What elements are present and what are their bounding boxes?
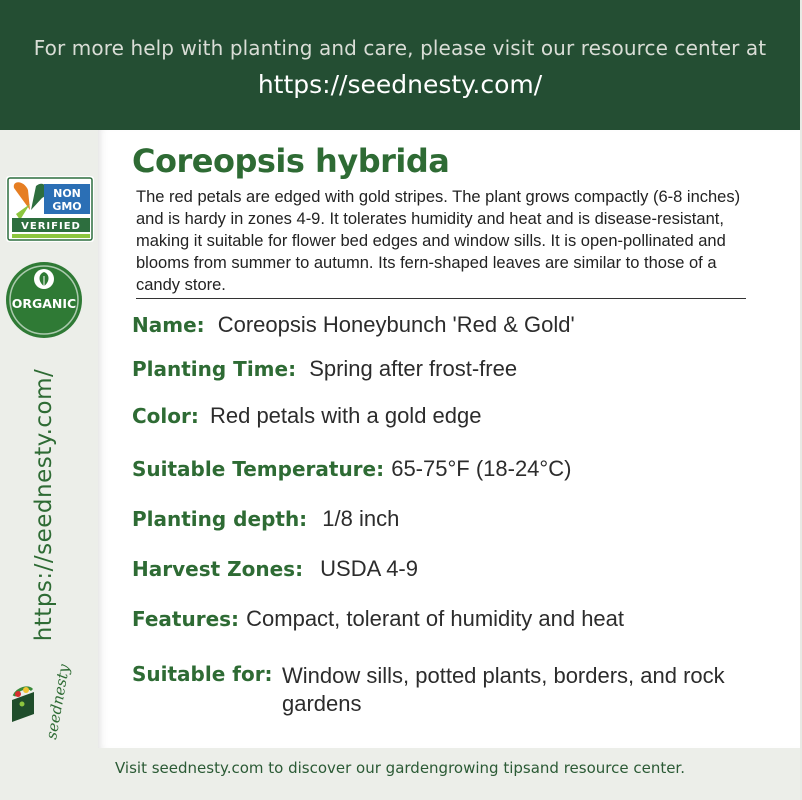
depth-value: 1/8 inch [322,506,400,531]
features-label: Features: [132,607,240,631]
banner-url-link[interactable]: https://seednesty.com/ [257,70,543,99]
organic-badge [4,260,84,340]
color-value: Red petals with a gold edge [209,403,482,428]
detail-row-planting-time [132,356,517,382]
zones-value: USDA 4-9 [320,556,418,581]
title-divider [136,298,746,299]
footer-text: Visit seednesty.com to discover our gardengrowing tipsand resource center. [115,759,685,777]
name-value: Coreopsis Honeybunch 'Red & Gold' [217,312,575,337]
zones-label: Harvest Zones: [132,557,304,581]
top-banner [0,0,800,130]
product-title: Coreopsis hybrida [132,142,450,180]
non-gmo-verified-icon [6,176,94,242]
detail-row-features [132,606,624,632]
footer [0,748,800,800]
detail-row-color [132,403,482,429]
suitable-for-label: Suitable for: [132,662,273,686]
non-gmo-line1: NON [53,187,81,200]
planting-time-value: Spring after frost-free [309,356,518,381]
detail-row-temperature [132,456,571,482]
features-value: Compact, tolerant of humidity and heat [246,606,625,631]
temperature-value: 65-75°F (18-24°C) [391,456,572,481]
non-gmo-line2: GMO [52,200,82,213]
banner-help-text: For more help with planting and care, please visit our resource center at [33,36,767,60]
suitable-for-value: Window sills, potted plants, borders, and rock gardens [282,663,725,716]
temperature-label: Suitable Temperature: [132,457,385,481]
non-gmo-line3: VERIFIED [21,221,81,232]
name-label: Name: [132,313,205,337]
seednesty-logo-icon [6,660,74,744]
product-description: The red petals are edged with gold stripes. The plant grows compactly (6-8 inches) and is hardy in zones 4-9. It tolerates humidity and heat and is disease-resistant, making it suitable for flower bed edges and window sills. It is open-pollinated and blooms from summer to autumn. Its fern-shaped leaves are similar to those of a candy store. [136,188,741,294]
organic-label: ORGANIC [11,296,77,311]
detail-row-name [132,312,575,338]
logo-wordmark: seednesty [42,662,74,741]
planting-time-label: Planting Time: [132,357,297,381]
vertical-url-link[interactable]: https://seednesty.com/ [31,368,57,642]
color-label: Color: [132,404,199,428]
detail-row-zones [132,556,418,582]
detail-row-depth [132,506,399,532]
depth-label: Planting depth: [132,507,308,531]
